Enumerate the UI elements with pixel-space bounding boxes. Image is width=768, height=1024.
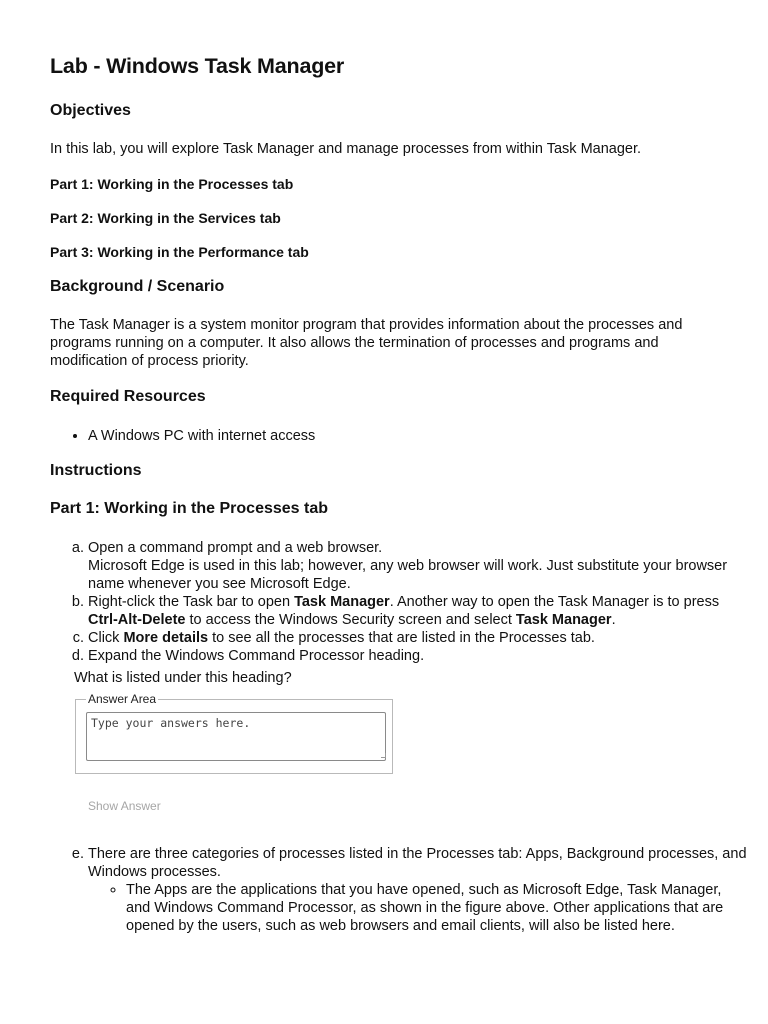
steps-list-continued [50,845,748,935]
step-b-text: . [611,612,616,628]
step-e [88,845,748,935]
list-item: • A Windows PC with internet access [88,427,315,445]
step-a [88,539,748,593]
resize-grip-icon[interactable] [381,753,386,758]
objective-part-1: Part 1: Working in the Processes tab [50,176,294,192]
step-b-text: Right-click the Task bar to open [88,594,295,610]
background-heading: Background / Scenario [50,278,225,295]
step-c-bold-more-details: More details [123,630,209,646]
resources-heading: Required Resources [50,388,206,405]
step-c-text: to see all the processes that are listed in the Processes tab. [208,630,595,646]
step-e-sublist [88,881,726,935]
list-item: ◦ The Apps are the applications that you have opened, such as Microsoft Edge, Task Manager, and Windows Command Processor, as shown in the figure above. Other applications that are opened by the users, such as web browsers and email clients, will also be listed here. [126,881,726,935]
answer-area-legend: Answer Area [88,692,157,706]
part1-heading: Part 1: Working in the Processes tab [50,500,329,517]
steps-list [50,539,748,665]
resources-list [50,427,315,445]
question-text: What is listed under this heading? [74,670,292,686]
show-answer-link[interactable]: Show Answer [88,799,161,813]
step-e-text: There are three categories of processes listed in the Processes tab: Apps, Background processes, and Windows processes. [88,846,747,880]
objective-part-2: Part 2: Working in the Services tab [50,210,281,226]
step-d: d. Expand the Windows Command Processor heading. [88,647,748,665]
page-title: Lab - Windows Task Manager [50,54,345,78]
answer-area [75,692,393,774]
step-b-text: to access the Windows Security screen and select [185,612,516,628]
instructions-heading: Instructions [50,462,142,479]
answer-input[interactable] [86,712,386,761]
step-c [88,629,748,647]
step-a-line2: Microsoft Edge is used in this lab; however, any web browser will work. Just substitute your browser name whenever you see Microsoft Edge. [88,558,728,592]
step-a-line1: Open a command prompt and a web browser. [88,540,383,556]
background-text: The Task Manager is a system monitor program that provides information about the processes and programs running on a computer. It also allows the termination of processes and programs and modification of process priority. [50,317,683,369]
step-b-bold-task-manager: Task Manager [515,612,612,628]
step-b-text: . Another way to open the Task Manager is to press [389,594,720,610]
objective-part-3: Part 3: Working in the Performance tab [50,244,309,260]
objectives-heading: Objectives [50,102,131,119]
objectives-intro: In this lab, you will explore Task Manager and manage processes from within Task Manager. [50,141,642,157]
step-b-bold-task-manager: Task Manager [294,594,390,610]
step-c-text: Click [88,630,124,646]
step-b [88,593,748,629]
step-b-bold-ctrl-alt-delete: Ctrl-Alt-Delete [88,612,186,628]
